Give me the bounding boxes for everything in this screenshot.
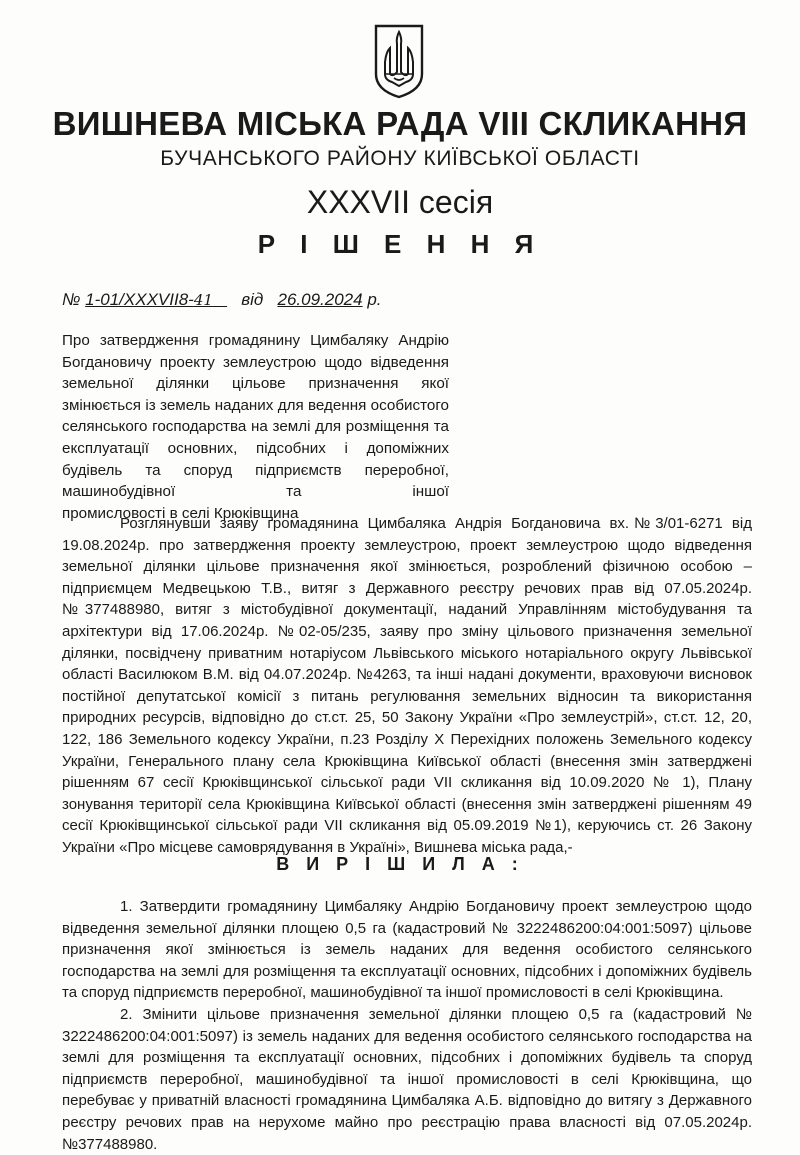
resolved-heading: В И Р І Ш И Л А : xyxy=(276,854,524,874)
from-label: від xyxy=(241,290,264,309)
subject-last-line: промисловості в селі Крюківщина xyxy=(62,504,299,522)
session-label: XXXVII сесія xyxy=(306,184,494,220)
document-number-line xyxy=(62,289,462,311)
coat-of-arms-icon xyxy=(372,22,426,100)
number-sign: № xyxy=(62,290,81,309)
decision-subject xyxy=(62,330,449,524)
decision-heading: Р І Ш Е Н Н Я xyxy=(257,229,543,259)
resolution-items xyxy=(62,896,752,1155)
document-number: 1-01/XXXVII8-41 xyxy=(85,290,213,309)
preamble xyxy=(62,513,752,859)
document-date: 26.09.2024 xyxy=(277,290,363,309)
date-suffix: р. xyxy=(367,290,382,309)
council-title: ВИШНЕВА МІСЬКА РАДА VIII СКЛИКАННЯ xyxy=(52,105,748,142)
resolution-item-1: 1. Затвердити громадянину Цимбаляку Андрію Богдановичу проект землеустрою щодо відведення земельної ділянки площею 0,5 га (кадастровий № 3222486200:04:001:5097) цільове призначення якої змінюється із земель наданих для ведення особистого селянського господарства на землі для розміщення та експлуатації основних, підсобних і допоміжних будівель та споруд підприємств переробної, машинобудівної та іншої промисловості в селі Крюківщина. xyxy=(62,898,752,1002)
preamble-paragraph: Розглянувши заяву громадянина Цимбаляка Андрія Богдановича вх.№3/01-6271 від 19.08.2024р. про затвердження проекту землеустрою, проект землеустрою щодо відведення земельної ділянки цільове призначення якої змінюється, розроблений фізичною особою – підприємцем Медвецькою Т.В., витяг з Державного реєстру речових прав від 07.05.2024р. №377488980, витяг з містобудівної документації, наданий Управлінням містобудування та архітектури від 17.06.2024р. №02-05/235, заяву про зміну цільового призначення земельної ділянки, посвідчену приватним нотаріусом Львівського міського нотаріального округу Львівської області Василюком В.М. від 04.07.2024р. №4263, та інші надані документи, враховуючи висновок постійної депутатської комісії з питань регулювання земельних відносин та використання природних ресурсів, відповідно до ст.ст. 25, 50 Закону України «Про землеустрій», ст.ст. 12, 20, 122, 186 Земельного кодексу України, п.23 Розділу Х Перехідних положень Земельного кодексу України, Генерального плану села Крюківщина Київської області (внесення змін затверджені рішенням 67 сесії Крюківщинської сільської ради VII скликання від 10.09.2020 № 1), Плану зонування території села Крюківщина Київської області (внесення змін затверджені рішенням 49 сесії Крюківщинської сільської ради VII скликання від 05.09.2019 №1), керуючись ст. 26 Закону України «Про місцеве самоврядування в Україні», Вишнева міська рада,- xyxy=(62,515,752,856)
subject-text: Про затвердження громадянину Цимбаляку Андрію Богдановичу проекту землеустрою щодо відведення земельної ділянки цільове призначення якої змінюється із земель наданих для ведення особистого селянського господарства на землі для розміщення та експлуатації основних, підсобних і допоміжних будівель та споруд підприємств переробної, машинобудівної та іншої xyxy=(62,332,449,501)
handwritten-number: 41 xyxy=(193,291,213,309)
resolution-item-2: 2. Змінити цільове призначення земельної ділянки площею 0,5 га (кадастровий № 3222486200:04:001:5097) із земель наданих для ведення особистого селянського господарства на землі для розміщення та експлуатації основних, підсобних і допоміжних будівель та споруд підприємств переробної, машинобудівної та іншої промисловості в селі Крюківщина, що перебуває у приватній власності громадянина Цимбаляка А.Б. відповідно до витягу з Державного реєстру речових прав на нерухоме майно про реєстрацію права власності від 07.05.2024р. №377488980. xyxy=(62,1005,752,1153)
council-subtitle: БУЧАНСЬКОГО РАЙОНУ КИЇВСЬКОЇ ОБЛАСТІ xyxy=(160,147,640,170)
